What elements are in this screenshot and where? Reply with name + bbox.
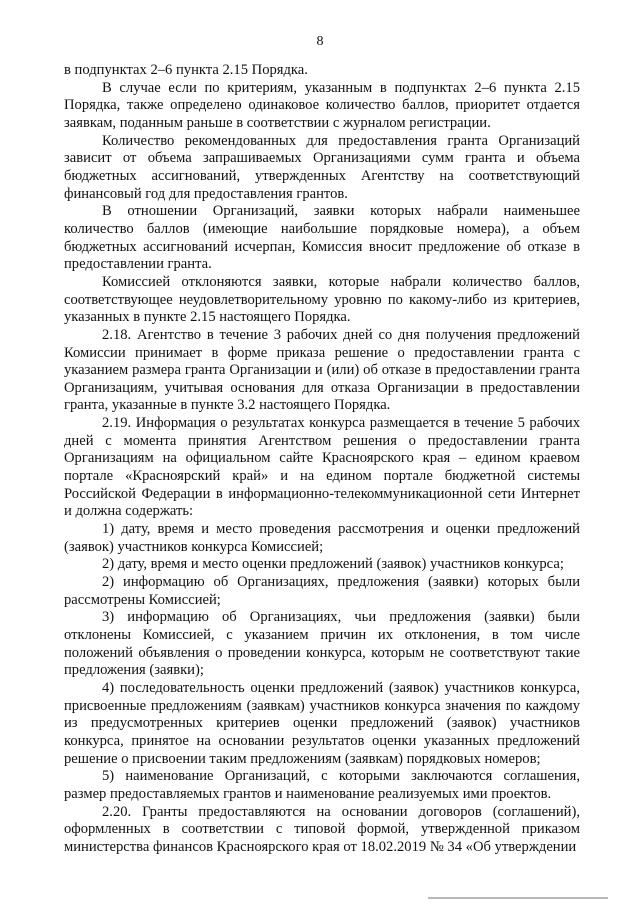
page-number: 8 bbox=[316, 34, 324, 49]
scan-edge-mark bbox=[428, 897, 608, 899]
list-item-4: 4) последовательность оценки предложений (заявок) участников конкурса, присвоенные предложениям (заявкам) участников конкурса значения по каждому из предусмотренных критериев оценки предложений (заявок) участников конкурса, принятое на основании результатов оценки указанных предложений решение о присвоении таким предложениям (заявкам) порядковых номеров; bbox=[64, 679, 580, 767]
paragraph-continuation: в подпунктах 2–6 пункта 2.15 Порядка. bbox=[64, 62, 308, 78]
paragraph-2-18: 2.18. Агентство в течение 3 рабочих дней со дня получения предложений Комиссии принимает в форме приказа решение о предоставлении гранта с указанием размера гранта Организации и (или) об отказе в предоставлении гранта Организациям, учитывая основания для отказа Организации в предоставлении гранта, указанные в пункте 3.2 настоящего Порядка. bbox=[64, 326, 580, 414]
list-item-1: 1) дату, время и место проведения рассмотрения и оценки предложений (заявок) участников конкурса Комиссией; bbox=[64, 521, 580, 555]
paragraph-recommended-count: Количество рекомендованных для предоставления гранта Организаций зависит от объема запрашиваемых Организациями сумм гранта и объема бюджетных ассигнований, утвержденных Агентству на соответствующий финансовый год для предоставления грантов. bbox=[64, 132, 580, 202]
document-body bbox=[64, 62, 580, 857]
list-item-2b: 2) информацию об Организациях, предложения (заявки) которых были рассмотрены Комиссией; bbox=[64, 574, 580, 608]
paragraph-2-19: 2.19. Информация о результатах конкурса размещается в течение 5 рабочих дней с момента принятия Агентством решения о предоставлении гранта Организациям на официальном сайте Красноярского края – едином краевом портале «Красноярский край» и на едином портале бюджетной системы Российской Федерации в информационно-телекоммуникационной сети Интернет и должна содержать: bbox=[64, 415, 580, 520]
list-item-3: 3) информацию об Организациях, чьи предложения (заявки) были отклонены Комиссией, с указанием причин их отклонения, в том числе положений объявления о проведении конкурса, которым не соответствуют такие предложения (заявки); bbox=[64, 609, 580, 679]
paragraph-lowest-score-refusal: В отношении Организаций, заявки которых набрали наименьшее количество баллов (имеющие наибольшие порядковые номера), а объем бюджетных ассигнований исчерпан, Комиссия вносит предложение об отказе в предоставлении гранта. bbox=[64, 203, 580, 273]
paragraph-priority-rule: В случае если по критериям, указанным в подпунктах 2–6 пункта 2.15 Порядка, также определено одинаковое количество баллов, приоритет отдается заявкам, поданным раньше в соответствии с журналом регистрации. bbox=[64, 79, 580, 131]
list-item-5: 5) наименование Организаций, с которыми заключаются соглашения, размер предоставляемых грантов и наименование реализуемых ими проектов. bbox=[64, 768, 580, 802]
list-item-2a: 2) дату, время и место оценки предложений (заявок) участников конкурса; bbox=[102, 556, 564, 573]
paragraph-rejected-applications: Комиссией отклоняются заявки, которые набрали количество баллов, соответствующее неудовлетворительному уровню по какому-либо из критериев, указанных в пункте 2.15 настоящего Порядка. bbox=[64, 273, 580, 326]
paragraph-2-20: 2.20. Гранты предоставляются на основании договоров (соглашений), оформленных в соответствии с типовой формой, утвержденной приказом министерства финансов Красноярского края от 18.02.2019 № 34 «Об утверждении bbox=[64, 803, 580, 855]
